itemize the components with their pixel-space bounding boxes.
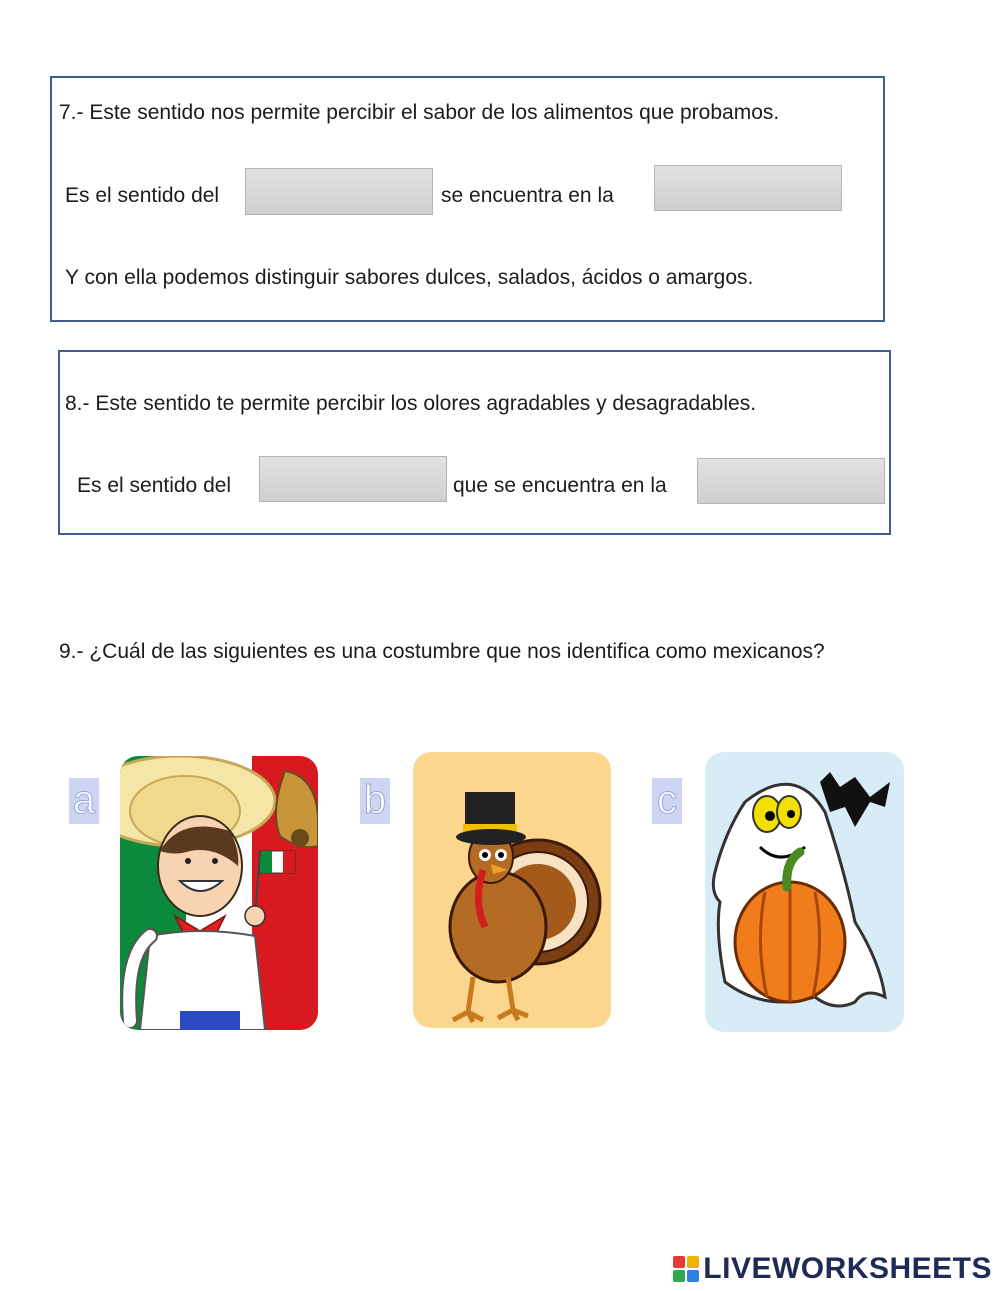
q8-answer-field-1[interactable] bbox=[259, 456, 447, 502]
q7-answer-field-2[interactable] bbox=[654, 165, 842, 211]
halloween-ghost-pumpkin-icon[interactable] bbox=[705, 752, 904, 1032]
question-7-text-a: Es el sentido del bbox=[65, 184, 220, 207]
question-7-text: 7.- Este sentido nos permite percibir el sabor de los alimentos que probamos. bbox=[59, 101, 780, 124]
question-8-text: 8.- Este sentido te permite percibir los olores agradables y desagradables. bbox=[65, 392, 757, 415]
question-7-text-c: Y con ella podemos distinguir sabores dulces, salados, ácidos o amargos. bbox=[65, 266, 754, 289]
question-8-box bbox=[58, 350, 891, 535]
liveworksheets-logo bbox=[673, 1252, 992, 1286]
thanksgiving-turkey-icon[interactable] bbox=[413, 752, 611, 1028]
brand-name: LIVEWORKSHEETS bbox=[703, 1252, 992, 1285]
mexican-boy-flag-icon[interactable] bbox=[120, 756, 318, 1030]
logo-cubes-icon bbox=[673, 1256, 699, 1282]
question-9-text: 9.- ¿Cuál de las siguientes es una costumbre que nos identifica como mexicanos? bbox=[59, 640, 825, 663]
option-c-letter[interactable]: c bbox=[652, 778, 682, 824]
question-8-text-b: que se encuentra en la bbox=[453, 474, 667, 497]
option-b-letter[interactable]: b bbox=[360, 778, 390, 824]
question-7-text-b: se encuentra en la bbox=[441, 184, 614, 207]
q7-answer-field-1[interactable] bbox=[245, 168, 433, 215]
q8-answer-field-2[interactable] bbox=[697, 458, 885, 504]
option-a-letter[interactable]: a bbox=[69, 778, 99, 824]
question-8-text-a: Es el sentido del bbox=[77, 474, 232, 497]
